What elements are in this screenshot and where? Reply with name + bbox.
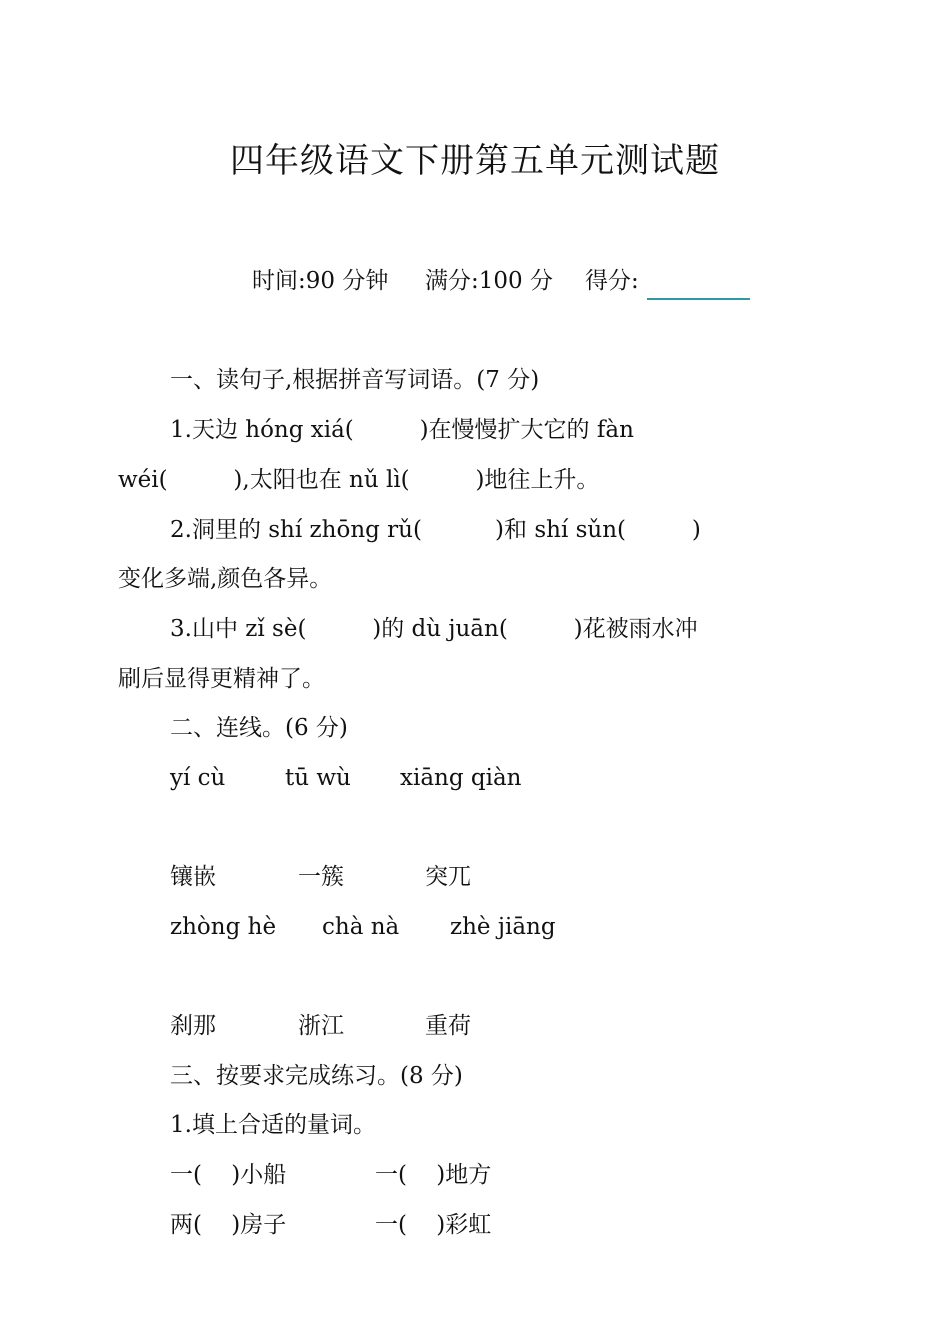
pinyin-item: yí cù xyxy=(170,765,226,791)
measure-word-item: 一( )地方 xyxy=(375,1162,492,1188)
word-item: 一簇 xyxy=(298,864,344,890)
pinyin-item: zhòng hè xyxy=(170,914,277,940)
q3-line1: 3.山中 zǐ sè( )的 dù juān( )花被雨水冲 xyxy=(170,616,698,642)
section3-heading: 三、按要求完成练习。(8 分) xyxy=(170,1063,463,1089)
word-item: 重荷 xyxy=(425,1013,471,1039)
score-blank-line[interactable] xyxy=(647,298,750,300)
pinyin-item: zhè jiāng xyxy=(450,914,556,940)
q3-line2: 刷后显得更精神了。 xyxy=(118,666,325,692)
section2-heading: 二、连线。(6 分) xyxy=(170,715,348,741)
page-title: 四年级语文下册第五单元测试题 xyxy=(230,141,720,181)
word-item: 镶嵌 xyxy=(170,864,216,890)
measure-word-item: 两( )房子 xyxy=(170,1212,287,1238)
word-item: 浙江 xyxy=(298,1013,344,1039)
pinyin-item: chà nà xyxy=(322,914,400,940)
score-label: 得分: xyxy=(585,268,639,294)
q2-line2: 变化多端,颜色各异。 xyxy=(118,566,333,592)
section3-q1: 1.填上合适的量词。 xyxy=(170,1112,376,1138)
q2-line1: 2.洞里的 shí zhōng rǔ( )和 shí sǔn( ) xyxy=(170,517,701,543)
measure-word-item: 一( )小船 xyxy=(170,1162,287,1188)
q1-line2: wéi( ),太阳也在 nǔ lì( )地往上升。 xyxy=(118,467,600,493)
section1-heading: 一、读句子,根据拼音写词语。(7 分) xyxy=(170,367,540,393)
word-item: 刹那 xyxy=(170,1013,216,1039)
word-item: 突兀 xyxy=(425,864,471,890)
pinyin-item: tū wù xyxy=(285,765,351,791)
measure-word-item: 一( )彩虹 xyxy=(375,1212,492,1238)
pinyin-item: xiāng qiàn xyxy=(400,765,522,791)
time-info: 时间:90 分钟 xyxy=(252,268,389,294)
q1-line1: 1.天边 hóng xiá( )在慢慢扩大它的 fàn xyxy=(170,417,634,443)
full-score-info: 满分:100 分 xyxy=(425,268,553,294)
